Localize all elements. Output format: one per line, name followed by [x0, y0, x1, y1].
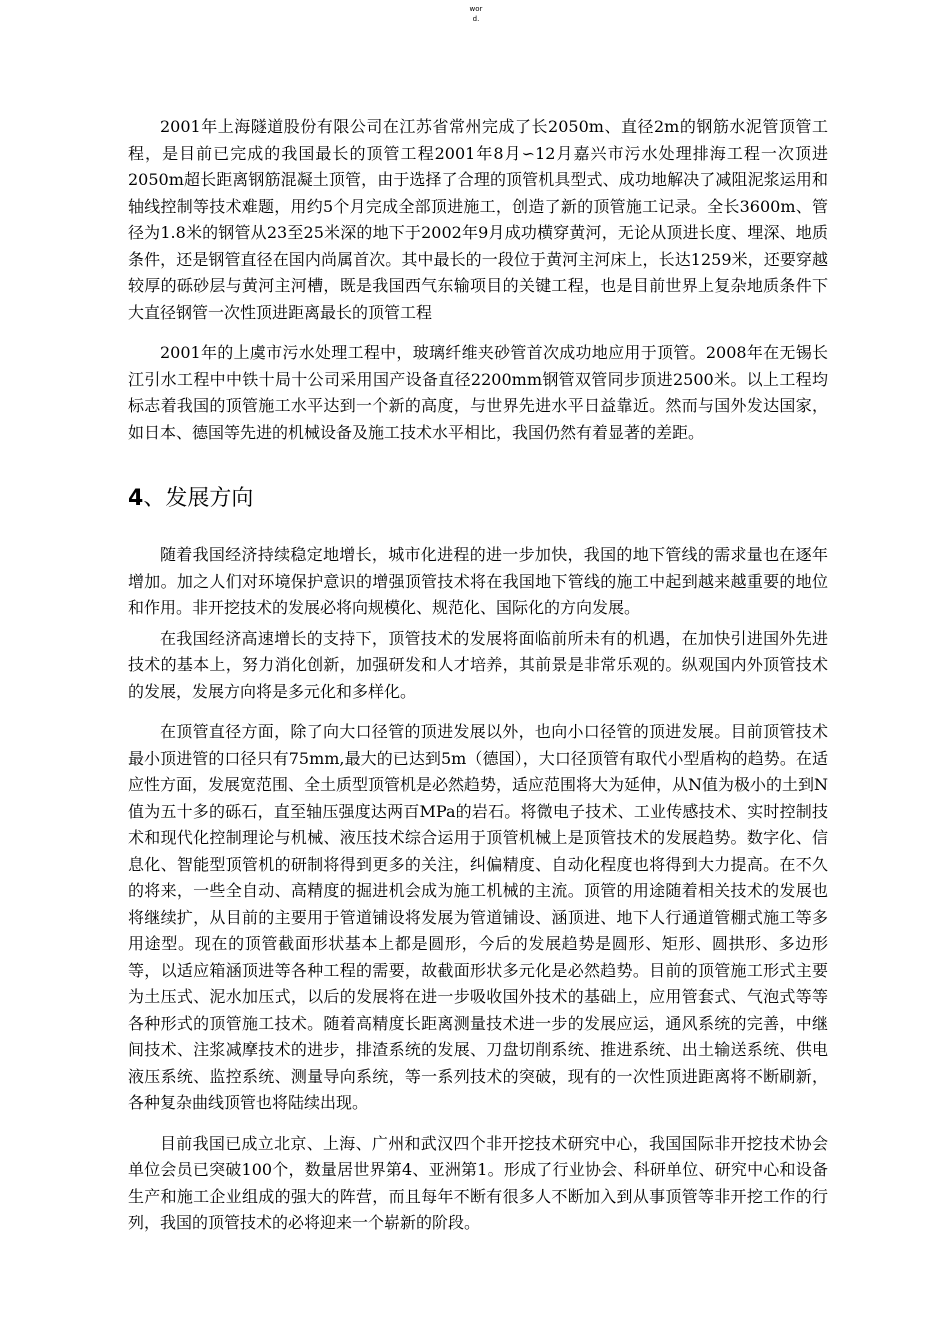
section-heading-title: 、发展方向 — [143, 486, 254, 511]
paragraph-shangyu-wuxi: 2001年的上虞市污水处理工程中，玻璃纤维夹砂管首次成功地应用于顶管。2008年在无锡长江引水工程中中铁十局十公司采用国产设备直径2200mm钢管双管同步顶进2500米。以上工程均标志着我国的顶管施工水平达到一个新的高度，与世界先进水平日益靠近。然而与国外发达国家，如日本、德国等先进的机械设备及施工技术水平相比，我国仍然有着显著的差距。 — [128, 343, 828, 442]
paragraph-research-centers: 目前我国已成立北京、上海、广州和武汉四个非开挖技术研究中心，我国国际非开挖技术协会单位会员已突破100个，数量居世界第4、亚洲第1。形成了行业协会、科研单位、研究中心和设备生产和施工企业组成的强大的阵营，而且每年不断有很多人不断加入到从事顶管等非开挖工作的行列，我国的顶管技术的必将迎来一个崭新的阶段。 — [128, 1133, 828, 1232]
page-header-mark — [465, 4, 487, 24]
paragraph-shanghai-tunnel: 2001年上海隧道股份有限公司在江苏省常州完成了长2050m、直径2m的钢筋水泥管顶管工程，是目前已完成的我国最长的顶管工程2001年8月∽12月嘉兴市污水处理排海工程一次顶进2050m超长距离钢筋混凝土顶管，由于选择了合理的顶管机具型式、成功地解决了减阻泥浆运用和轴线控制等技术难题，用约5个月完成全部顶进施工，创造了新的顶管施工记录。全长3600m、管径为1.8米的钢管从23至25米深的地下于2002年9月成功横穿黄河，无论从顶进长度、埋深、地质条件，还是钢管直径在国内尚属首次。其中最长的一段位于黄河主河床上，长达1259米，还要穿越较厚的砾砂层与黄河主河槽，既是我国西气东输项目的关键工程，也是目前世界上复杂地质条件下大直径钢管一次性顶进距离最长的顶管工程 — [128, 117, 828, 322]
paragraph-opportunity: 在我国经济高速增长的支持下，顶管技术的发展将面临前所未有的机遇，在加快引进国外先进技术的基本上，努力消化创新，加强研发和人才培养，其前景是非常乐观的。纵观国内外顶管技术的发展，发展方向将是多元化和多样化。 — [128, 628, 828, 701]
header-line-1: wor — [469, 5, 483, 13]
paragraph-demand-growth: 随着我国经济持续稳定地增长，城市化进程的进一步加快，我国的地下管线的需求量也在逐年增加。加之人们对环境保护意识的增强顶管技术将在我国地下管线的施工中起到越来越重要的地位和作用。非开挖技术的发展必将向规模化、规范化、国际化的方向发展。 — [128, 545, 828, 617]
paragraph-diameter-trends: 在顶管直径方面，除了向大口径管的顶进发展以外，也向小口径管的顶进发展。目前顶管技术最小顶进管的口径只有75mm,最大的已达到5m（德国），大口径顶管有取代小型盾构的趋势。在适应性方面，发展宽范围、全土质型顶管机是必然趋势，适应范围将大为延伸，从N值为极小的土到N值为五十多的砾石，直至轴压强度达两百MPa的岩石。将微电子技术、工业传感技术、实时控制技术和现代化控制理论与机械、液压技术综合运用于顶管机械上是顶管技术的发展趋势。数字化、信息化、智能型顶管机的研制将得到更多的关注，纠偏精度、自动化程度也将得到大力提高。在不久的将来，一些全自动、高精度的掘进机会成为施工机械的主流。顶管的用途随着相关技术的发展也将继续扩，从目前的主要用于管道铺设将发展为管道铺设、涵顶进、地下人行通道管棚式施工等多用途型。现在的顶管截面形状基本上都是圆形，今后的发展趋势是圆形、矩形、圆拱形、多边形等，以适应箱涵顶进等各种工程的需要，故截面形状多元化是必然趋势。目前的顶管施工形式主要为土压式、泥水加压式，以后的发展将在进一步吸收国外技术的基础上，应用管套式、气泡式等等各种形式的顶管施工技术。随着高精度长距离测量技术进一步的发展应运，通风系统的完善，中继间技术、注浆减摩技术的进步，排渣系统的发展、刀盘切削系统、推进系统、出土输送系统、供电液压系统、监控系统、测量导向系统，等一系列技术的突破，现有的一次性顶进距离将不断刷新，各种复杂曲线顶管也将陆续出现。 — [128, 722, 829, 1112]
document-body — [128, 114, 828, 1237]
section-heading-number: 4 — [128, 486, 144, 511]
section-heading — [128, 484, 828, 514]
header-line-2: d. — [472, 15, 480, 23]
